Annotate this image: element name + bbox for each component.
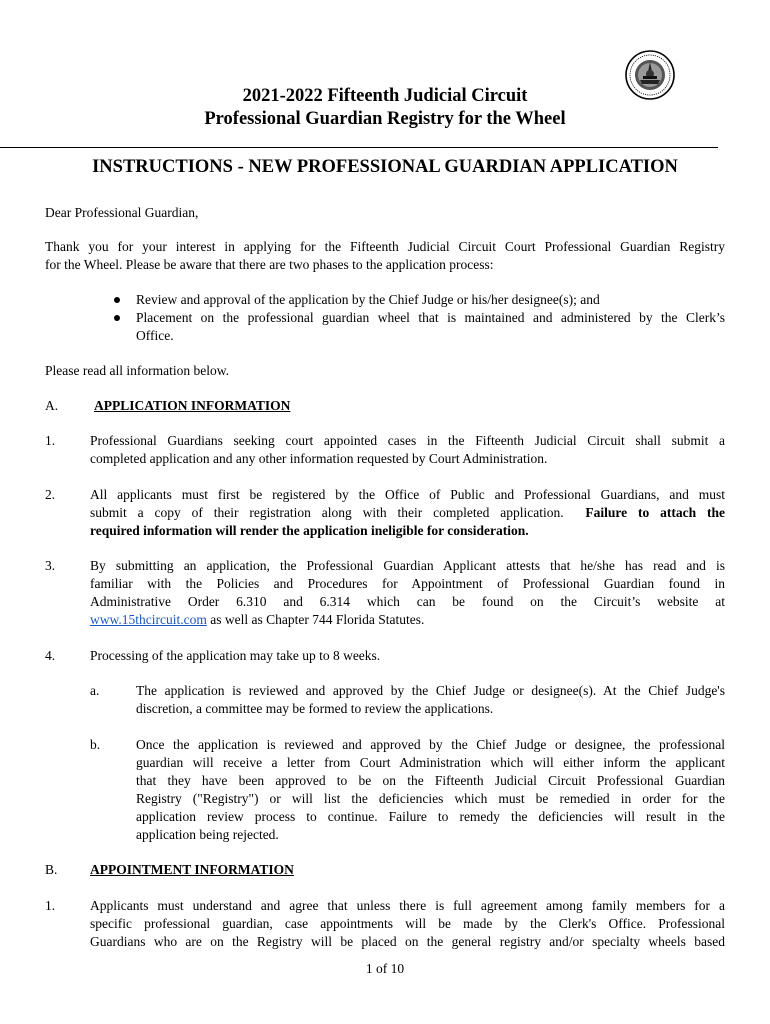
item-a1-number: 1. [45,433,56,448]
greeting: Dear Professional Guardian, [45,205,199,220]
intro-line-1: Thank you for your interest in applying for the Fifteenth Judicial Circuit Court Professional Guardian Registry [45,239,725,254]
item-a3-line-1: By submitting an application, the Professional Guardian Applicant attests that he/she has read and is [90,558,725,573]
title-divider [0,147,718,148]
item-a2-line-2-text: submit a copy of their registration along with their completed application. [90,505,564,520]
item-b1-line-3: Guardians who are on the Registry will be placed on the general registry and/or specialty wheels based [90,934,725,949]
instructions-heading: INSTRUCTIONS - NEW PROFESSIONAL GUARDIAN APPLICATION [92,157,678,177]
item-a4b-line-3: that they have been approved to be on the Fifteenth Judicial Circuit Professional Guardian [136,773,725,788]
item-a3-line-2: familiar with the Policies and Procedures for Appointment of Professional Guardian found in [90,576,725,591]
section-a-title: APPLICATION INFORMATION [94,398,291,413]
item-a4a-line-1: The application is reviewed and approved by the Chief Judge or designee(s). At the Chief Judge's [136,683,725,698]
item-a1-line-1: Professional Guardians seeking court appointed cases in the Fifteenth Judicial Circuit shall submit a [90,433,725,448]
item-a2-warning-start: Failure to attach the [585,505,725,520]
item-a4-number: 4. [45,648,56,663]
item-a3-number: 3. [45,558,56,573]
circuit-website-link[interactable]: www.15thcircuit.com [90,612,207,627]
item-b1-line-2: specific professional guardian, case appointments will be made by the Clerk's Office. Professional [90,916,725,931]
section-b-letter: B. [45,862,58,877]
item-a4a-line-2: discretion, a committee may be formed to review the applications. [136,701,494,716]
item-a4b-line-6: application being rejected. [136,827,279,842]
bullet-placement-line-2: Office. [136,328,174,343]
intro-paragraph [45,238,725,274]
item-a2-warning-end: required information will render the application ineligible for consideration. [90,523,529,538]
bullet-item-review: Review and approval of the application by the Chief Judge or his/her designee(s); and [136,292,600,307]
item-a3-line-4 [90,611,725,629]
item-a1-line-2: completed application and any other information requested by Court Administration. [90,451,548,466]
item-a4a-letter: a. [90,683,100,698]
title-line-1: 2021-2022 Fifteenth Judicial Circuit [242,86,528,106]
title-line-2: Professional Guardian Registry for the Wheel [204,109,566,129]
section-b-title: APPOINTMENT INFORMATION [90,862,294,877]
document-title [0,85,770,131]
item-a2-text [90,486,725,540]
item-a3-line-3: Administrative Order 6.310 and 6.314 which can be found on the Circuit’s website at [90,594,725,609]
item-a3-line-4-rest: as well as Chapter 744 Florida Statutes. [210,612,425,627]
section-a-letter: A. [45,398,59,413]
bullet-placement-line-1: Placement on the professional guardian wheel that is maintained and administered by the Clerk’s [136,310,725,325]
item-a4a-text [136,682,725,718]
item-b1-text [90,897,725,951]
intro-line-2: for the Wheel. Please be aware that there are two phases to the application process: [45,257,494,272]
bullet-dot-icon [114,297,120,303]
item-b1-line-1: Applicants must understand and agree that unless there is full agreement among family members for a [90,898,725,913]
item-a4b-line-4: Registry ("Registry") or will list the deficiencies which must be remedied in order for the [136,791,725,806]
item-a4b-text [136,736,725,844]
item-a4-text: Processing of the application may take up to 8 weeks. [90,648,381,663]
item-a3-text [90,557,725,629]
item-a4b-letter: b. [90,737,101,752]
item-a4b-line-1: Once the application is reviewed and approved by the Chief Judge or designee, the professional [136,737,725,752]
item-a2-number: 2. [45,487,56,502]
item-a2-line-2 [90,504,725,522]
item-a4b-line-5: application review process to continue. Failure to remedy the deficiencies will result in the [136,809,725,824]
item-a4b-line-2: guardian will receive a letter from Court Administration which will either inform the applicant [136,755,725,770]
read-all-note: Please read all information below. [45,363,229,378]
item-a1-text [90,432,725,468]
item-b1-number: 1. [45,898,56,913]
item-a2-line-1: All applicants must first be registered by the Office of Public and Professional Guardians, and must [90,487,725,502]
page-number: 1 of 10 [365,961,405,976]
bullet-item-placement [136,309,725,345]
bullet-dot-icon [114,315,120,321]
